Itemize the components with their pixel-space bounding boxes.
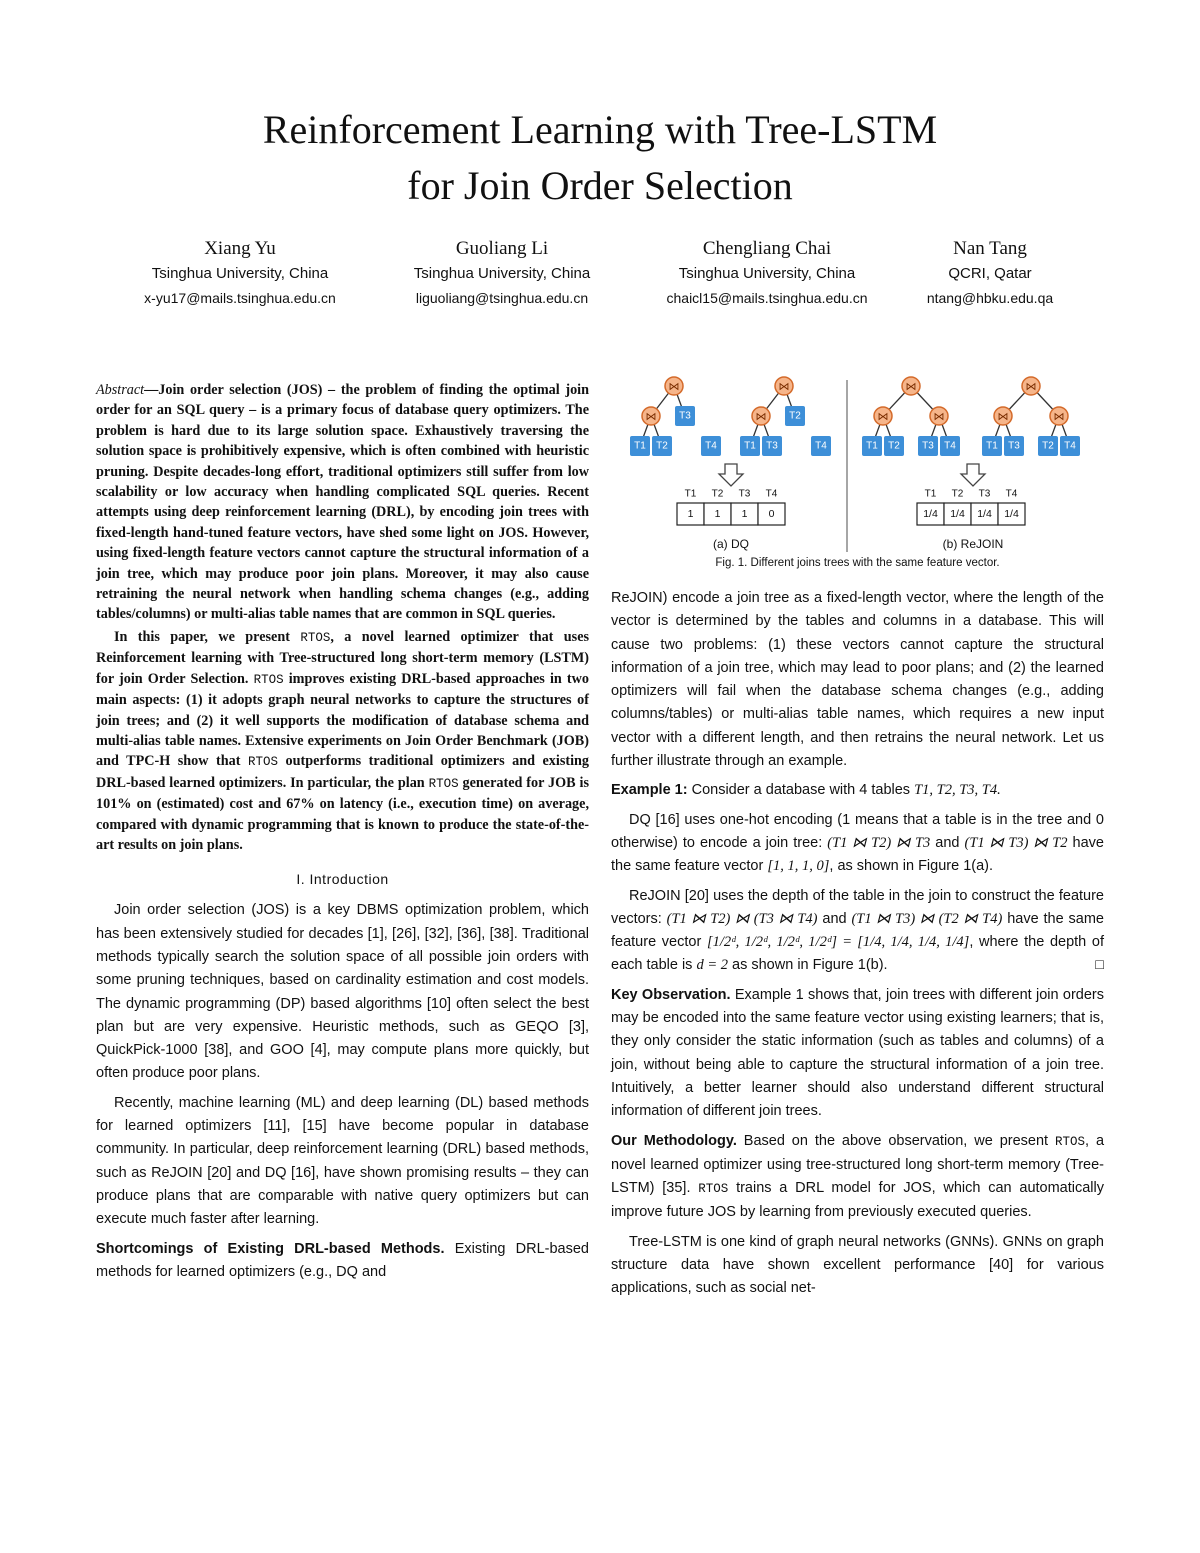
dq-vector-value: 1: [714, 508, 721, 520]
intro-paragraph-2: Recently, machine learning (ML) and deep learning (DL) based methods for learned optimizers [11], [15] have become popular in database community. In particular, deep reinforcement learning (DRL) based methods, such as ReJOIN [20] and DQ [16], have shown promising results – they can produce plans that are comparable with native query optimizers but can execute much faster after learning.: [96, 1094, 589, 1228]
author-name: Nan Tang: [953, 238, 1027, 259]
equation: (T1 ⋈ T3) ⋈ (T2 ⋈ T4): [851, 910, 1003, 927]
author-name: Xiang Yu: [204, 238, 276, 259]
table-label: T4: [705, 440, 717, 452]
section-heading-introduction: I. Introduction: [296, 871, 389, 888]
author-name: Chengliang Chai: [702, 238, 832, 259]
dq-vector-value: 0: [768, 508, 775, 520]
table-label: T2: [656, 440, 668, 452]
paper-title: [0, 102, 1200, 214]
table-label: T1: [986, 440, 998, 452]
abstract-paragraph-2: In this paper, we present RTOS, a novel learned optimizer that uses Reinforcement learning with Tree-structured long short-term memory (LSTM) for join Order Selection. RTOS improves existing DRL-based approaches in two main aspects: (1) it adopts graph neural networks to capture the structures of join trees; and (2) it well supports the modification of database schema and multi-alias table names. Extensive experiments on Join Order Benchmark (JOB) and TPC-H show that RTOS outperforms traditional optimizers and existing DRL-based learned optimizers. In particular, the plan RTOS generated for JOB is 101% on (estimated) cost and 67% on latency (i.e., execution time) on average, compared with dynamic programming that is known to produce the state-of-the-art results on join plans.: [96, 628, 590, 853]
paragraph-heading: Example 1:: [611, 782, 688, 799]
table-label: T3: [679, 410, 691, 422]
paragraph-heading: Key Observation.: [611, 986, 731, 1003]
right-column: [611, 587, 1104, 1307]
rtos-name: RTOS: [300, 630, 331, 645]
down-arrow-icon: [961, 464, 985, 486]
author-4: [880, 236, 1100, 310]
table-label: T1: [866, 440, 878, 452]
author-email[interactable]: chaicl15@mails.tsinghua.edu.cn: [666, 290, 868, 306]
join-symbol: ⋈: [933, 411, 945, 423]
dq-vector-value: 1: [687, 508, 694, 520]
author-email[interactable]: ntang@hbku.edu.qa: [926, 290, 1054, 306]
dq-vector-value: 1: [741, 508, 748, 520]
intro-paragraph-3: Shortcomings of Existing DRL-based Methods. Existing DRL-based methods for learned optimizers (e.g., DQ and: [96, 1240, 589, 1280]
equation: (T1 ⋈ T2) ⋈ (T3 ⋈ T4): [666, 910, 818, 927]
table-label: T2: [789, 410, 801, 422]
table-label: T1: [634, 440, 646, 452]
equation: (T1 ⋈ T2) ⋈ T3: [827, 834, 931, 851]
table-label: T2: [888, 440, 900, 452]
join-tree-diagram: [611, 372, 1104, 557]
rtos-name: RTOS: [253, 672, 284, 687]
paragraph-heading: Our Methodology.: [611, 1132, 737, 1149]
equation: [1/2ᵈ, 1/2ᵈ, 1/2ᵈ, 1/2ᵈ] = [1/4, 1/4, 1/4, 1/4]: [706, 934, 970, 951]
rejoin-paragraph: ReJOIN [20] uses the depth of the table in the join to construct the feature vectors: (T1 ⋈ T2) ⋈ (T3 ⋈ T4) and (T1 ⋈ T3) ⋈ (T2 ⋈ T4) have the same feature vector [1/2ᵈ, 1/2ᵈ, 1/2ᵈ, 1/2ᵈ] = [1/4, 1/4, 1/4, 1/4], where the depth of each table is d = 2 as shown in Figure 1(b). □: [611, 885, 1104, 978]
abstract-paragraph-1: Abstract—Join order selection (JOS) – the problem of finding the optimal join order for an SQL query – is a primary focus of database query optimizers. The problem is hard due to its large solution space. Exhaustively traversing the solution space is prohibitively expensive, which is often combined with heuristic pruning. Despite decades-long effort, traditional optimizers still suffer from low scalability or low accuracy when handling complicated SQL queries. Recent attempts using deep reinforcement learning (DRL), by encoding join trees with fixed-length hand-tuned feature vectors, have shed some light on JOS. However, using fixed-length feature vectors cannot capture the structural information of a join tree, which may produce poor join plans. Moreover, it may also cause retraining the neural network when handling schema changes (e.g., adding tables/columns) or multi-alias table names that are common in SQL queries.: [96, 382, 589, 623]
table-label: T4: [1064, 440, 1076, 452]
author-2: [362, 236, 642, 310]
example-1: Example 1: Consider a database with 4 tables T1, T2, T3, T4.: [611, 782, 1001, 799]
abstract-lead: Abstract: [96, 382, 145, 398]
rejoin-vector-value: 1/4: [1004, 508, 1019, 520]
author-affiliation: Tsinghua University, China: [151, 265, 329, 282]
right-paragraph-1: ReJOIN) encode a join tree as a fixed-length vector, where the length of the vector is determined by the tables and columns in a database. This will cause two problems: (1) these vectors cannot capture the structural information of a join tree, which may lead to poor plans; and (2) the learned optimizers will fail when the database schema changes (e.g., adding columns/tables) or multi-alias table names, which requires a new input vector with a different length, and then retrains the neural network. Let us further illustrate through an example.: [611, 590, 1104, 770]
key-observation: Key Observation. Example 1 shows that, join trees with different join orders may be encoded into the same feature vector using existing learners; that is, they only consider the static information (such as tables and columns) of a join, without being able to capture the structural information of a join tree. Intuitively, a better learner should also understand different structural information of different join trees.: [611, 986, 1104, 1120]
equation: d = 2: [696, 957, 728, 974]
join-symbol: ⋈: [778, 381, 790, 393]
join-symbol: ⋈: [997, 411, 1009, 423]
vector-header-label: T4: [765, 488, 778, 500]
join-symbol: ⋈: [905, 381, 917, 393]
rejoin-vector-value: 1/4: [977, 508, 992, 520]
rtos-name: RTOS: [428, 776, 459, 791]
dq-paragraph: DQ [16] uses one-hot encoding (1 means that a table is in the tree and 0 otherwise) to encode a join tree: (T1 ⋈ T2) ⋈ T3 and (T1 ⋈ T3) ⋈ T2 have the same feature vector [1, 1, 1, 0], as shown in Figure 1(a).: [611, 811, 1104, 875]
table-label: T4: [815, 440, 827, 452]
author-1: [100, 236, 380, 310]
rejoin-vector-value: 1/4: [950, 508, 965, 520]
author-3: [627, 236, 907, 310]
figure-1: [611, 372, 1104, 582]
rtos-name: RTOS: [1054, 1134, 1085, 1149]
equation: [1, 1, 1, 0]: [767, 858, 830, 875]
author-affiliation: Tsinghua University, China: [678, 265, 856, 282]
join-symbol: ⋈: [1025, 381, 1037, 393]
figure-caption: Fig. 1. Different joins trees with the same feature vector.: [715, 557, 1000, 569]
table-label: T3: [922, 440, 934, 452]
vector-header-label: T2: [711, 488, 724, 500]
rejoin-vector-value: 1/4: [923, 508, 938, 520]
subfigure-label-a: (a) DQ: [713, 537, 749, 551]
title-line-1: Reinforcement Learning with Tree-LSTM: [262, 107, 938, 152]
author-affiliation: QCRI, Qatar: [948, 265, 1032, 282]
rtos-name: RTOS: [698, 1182, 729, 1197]
table-label: T3: [766, 440, 778, 452]
table-label: T4: [944, 440, 956, 452]
vector-header-label: T1: [924, 488, 937, 500]
table-label: T2: [1042, 440, 1054, 452]
join-symbol: ⋈: [668, 381, 680, 393]
author-email[interactable]: liguoliang@tsinghua.edu.cn: [415, 290, 589, 306]
join-symbol: ⋈: [755, 411, 767, 423]
author-name: Guoliang Li: [455, 238, 549, 259]
equation: T1, T2, T3, T4.: [914, 782, 1001, 799]
vector-header-label: T4: [1005, 488, 1018, 500]
join-symbol: ⋈: [1053, 411, 1065, 423]
join-symbol: ⋈: [877, 411, 889, 423]
vector-header-label: T3: [978, 488, 991, 500]
table-label: T1: [744, 440, 756, 452]
author-email[interactable]: x-yu17@mails.tsinghua.edu.cn: [144, 290, 336, 306]
author-block: [90, 236, 1120, 316]
intro-paragraph-1: Join order selection (JOS) is a key DBMS optimization problem, which has been extensively studied for decades [1], [26], [32], [36], [38]. Traditional methods typically search the solution space of all possible join orders with some pruning techniques, based on cardinality estimation and cost models. The dynamic programming (DP) based algorithms [10] often select the best plan but are very expensive. Heuristic methods, such as GEQO [3], QuickPick-1000 [38], and GOO [4], may compute plans more quickly, but often produce poor plans.: [96, 902, 589, 1082]
tree-lstm-paragraph: Tree-LSTM is one kind of graph neural networks (GNNs). GNNs on graph structure data have shown excellent performance [40] for various applications, such as social net-: [611, 1233, 1104, 1297]
rtos-name: RTOS: [247, 755, 278, 770]
subfigure-label-b: (b) ReJOIN: [942, 537, 1004, 551]
vector-header-label: T1: [684, 488, 697, 500]
vector-header-label: T2: [951, 488, 964, 500]
title-line-2: for Join Order Selection: [407, 163, 793, 208]
down-arrow-icon: [719, 464, 743, 486]
join-symbol: ⋈: [645, 411, 657, 423]
qed-symbol: □: [1095, 957, 1104, 974]
author-affiliation: Tsinghua University, China: [413, 265, 591, 282]
vector-header-label: T3: [738, 488, 751, 500]
paragraph-heading: Shortcomings of Existing DRL-based Methods.: [96, 1240, 445, 1257]
left-column: [96, 380, 589, 1290]
table-label: T3: [1008, 440, 1020, 452]
equation: (T1 ⋈ T3) ⋈ T2: [964, 834, 1068, 851]
our-methodology: Our Methodology. Based on the above observation, we present RTOS, a novel learned optimizer using tree-structured long short-term memory (Tree-LSTM) [35]. RTOS trains a DRL model for JOS, which can automatically improve future JOS by learning from previously executed queries.: [611, 1132, 1105, 1221]
